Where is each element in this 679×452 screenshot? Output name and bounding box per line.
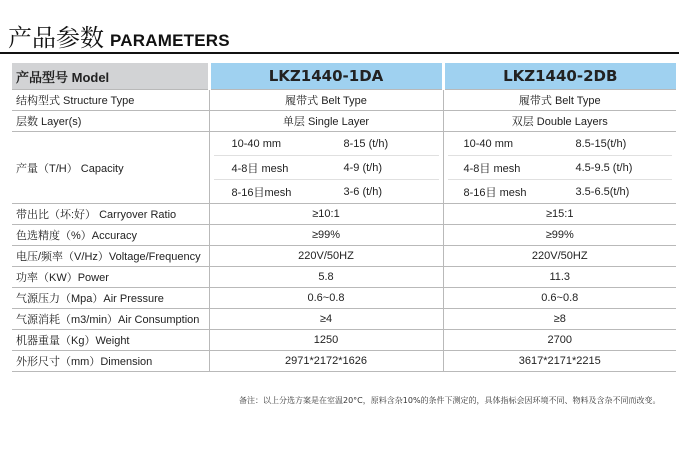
capacity-value: 8-15 (t/h) [343,137,389,150]
row-value-model-2: 履带式 Belt Type [443,90,676,111]
title-divider [0,52,679,54]
row-value-model-1: 5.8 [209,267,443,288]
capacity-subrow [448,132,673,156]
row-value-model-1: ≥99% [209,225,443,246]
capacity-cell-model-2 [443,132,676,204]
capacity-mesh: 8-16目mesh [231,186,292,199]
capacity-subrow [214,156,439,180]
row-value-model-1: 0.6~0.8 [209,288,443,309]
header-model-label: 产品型号 Model [12,63,209,90]
capacity-value: 8.5-15(t/h) [575,137,627,150]
row-label: 机器重量（Kg）Weight [12,330,209,351]
table-header-row [12,63,676,90]
capacity-subrow [448,180,673,203]
row-label: 带出比（坏:好） Carryover Ratio [12,204,209,225]
footnote: 备注：以上分选方案是在室温20°C，原料含杂10%的条件下测定的，具体指标会因环境不同、物料及含杂不同而改变。 [239,396,661,405]
page-title [8,18,230,53]
row-value-model-2: 2700 [443,330,676,351]
table-row [12,309,676,330]
row-value-model-1: 单层 Single Layer [209,111,443,132]
row-label: 电压/频率（V/Hz）Voltage/Frequency [12,246,209,267]
row-label: 气源消耗（m3/min）Air Consumption [12,309,209,330]
row-value-model-2: 11.3 [443,267,676,288]
row-label: 外形尺寸（mm）Dimension [12,351,209,372]
row-value-model-1: 220V/50HZ [209,246,443,267]
table-row [12,267,676,288]
table-row [12,111,676,132]
table-row [12,288,676,309]
capacity-subrow [214,180,439,203]
capacity-value: 4-9 (t/h) [343,161,383,174]
page-title-en: PARAMETERS [110,31,230,50]
row-value-model-2: 220V/50HZ [443,246,676,267]
row-label: 功率（KW）Power [12,267,209,288]
page-title-cn: 产品参数 [8,24,104,52]
row-value-model-2: ≥99% [443,225,676,246]
capacity-cell-model-1 [209,132,443,204]
row-value-model-2: ≥8 [443,309,676,330]
capacity-value: 3-6 (t/h) [343,185,383,198]
table-row [12,351,676,372]
parameters-table [12,63,676,372]
row-value-model-1: 履带式 Belt Type [209,90,443,111]
capacity-subrow [448,156,673,180]
capacity-label: 产量（T/H） Capacity [12,132,209,204]
row-label: 气源压力（Mpa）Air Pressure [12,288,209,309]
table-row [12,204,676,225]
row-value-model-1: 2971*2172*1626 [209,351,443,372]
row-value-model-2: 3617*2171*2215 [443,351,676,372]
header-model-1: LKZ1440-1DA [209,63,443,90]
capacity-mesh: 4-8目 mesh [463,162,521,175]
row-value-model-1: 1250 [209,330,443,351]
row-value-model-2: ≥15:1 [443,204,676,225]
capacity-mesh: 4-8目 mesh [231,162,289,175]
capacity-mesh: 10-40 mm [231,137,282,150]
capacity-row [12,132,676,204]
table-row [12,330,676,351]
capacity-mesh: 8-16目 mesh [463,186,527,199]
table-row [12,225,676,246]
row-value-model-1: ≥10:1 [209,204,443,225]
row-label: 色选精度（%）Accuracy [12,225,209,246]
capacity-value: 3.5-6.5(t/h) [575,185,630,198]
capacity-mesh: 10-40 mm [463,137,514,150]
row-value-model-2: 双层 Double Layers [443,111,676,132]
capacity-subrow [214,132,439,156]
header-model-2: LKZ1440-2DB [443,63,676,90]
row-value-model-1: ≥4 [209,309,443,330]
row-label: 结构型式 Structure Type [12,90,209,111]
table-row [12,246,676,267]
row-label: 层数 Layer(s) [12,111,209,132]
capacity-value: 4.5-9.5 (t/h) [575,161,633,174]
table-row [12,90,676,111]
row-value-model-2: 0.6~0.8 [443,288,676,309]
